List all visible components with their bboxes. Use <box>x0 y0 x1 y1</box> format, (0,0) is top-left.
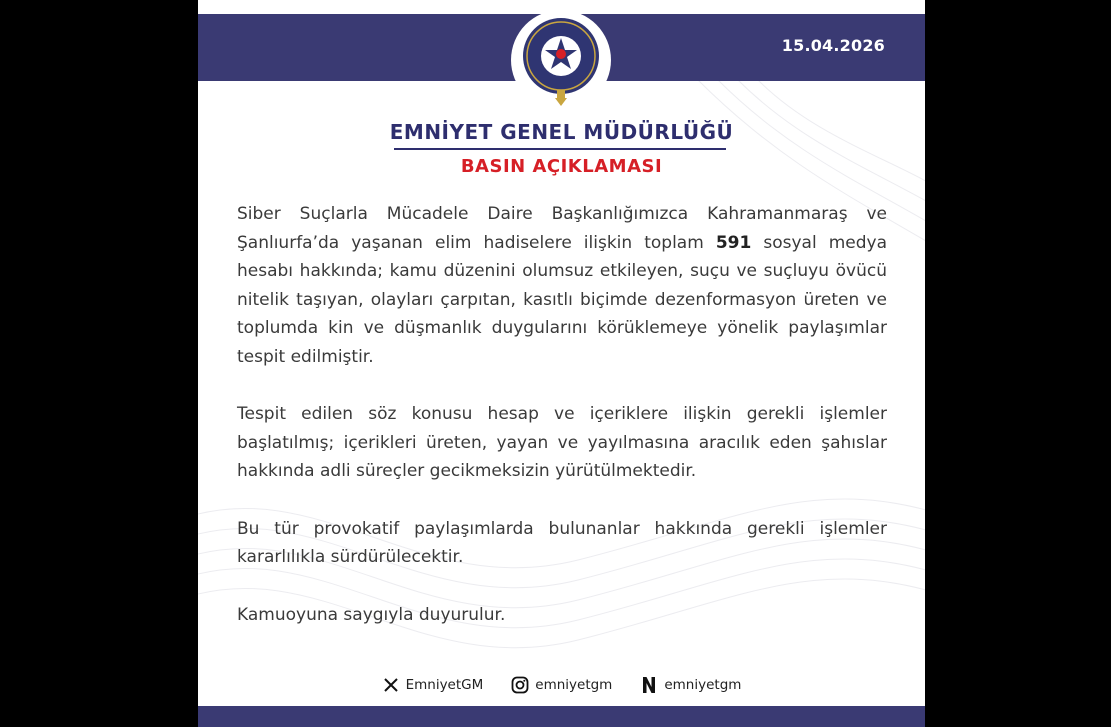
social-footer <box>198 676 925 694</box>
title-underline <box>394 148 726 150</box>
instagram-handle: emniyetgm <box>535 677 613 693</box>
press-release-body <box>237 200 887 658</box>
paragraph-3: Bu tür provokatif paylaşımlarda bulunanlar hakkında gerekli işlemler kararlılıkla sürdürülecektir. <box>237 518 887 567</box>
instagram-icon <box>511 676 529 694</box>
x-handle: EmniyetGM <box>405 677 484 693</box>
paragraph-1 <box>237 200 887 371</box>
release-date: 15.04.2026 <box>781 36 885 55</box>
paragraph-4: Kamuoyuna saygıyla duyurulur. <box>237 604 506 625</box>
x-account[interactable] <box>382 676 484 694</box>
police-emblem-logo <box>511 10 611 110</box>
footer-band <box>198 706 925 727</box>
n-logo-icon <box>640 676 658 694</box>
page-subtitle: BASIN AÇIKLAMASI <box>460 156 663 177</box>
page-title: EMNİYET GENEL MÜDÜRLÜĞÜ <box>389 120 734 144</box>
x-logo-icon <box>382 676 400 694</box>
paragraph-2: Tespit edilen söz konusu hesap ve içeriklere ilişkin gerekli işlemler başlatılmış; içerikleri üreten, yayan ve yayılmasına aracılık eden şahıslar hakkında adli süreçler gecikmeksizin yürütülmektedir. <box>237 404 887 481</box>
instagram-account[interactable] <box>511 676 612 694</box>
paragraph-1-start: Siber Suçlarla Mücadele Daire Başkanlığımızca Kahramanmaraş ve Şanlıurfa’da yaşanan elim hadiselere ilişkin toplam <box>237 204 887 253</box>
press-release-card <box>198 0 925 727</box>
account-count: 591 <box>715 232 752 253</box>
nsosyal-account[interactable] <box>640 676 741 694</box>
nsosyal-handle: emniyetgm <box>664 677 742 693</box>
paragraph-1-end: sosyal medya hesabı hakkında; kamu düzenini olumsuz etkileyen, suçu ve suçluyu övücü nitelik taşıyan, olayları çarpıtan, kasıtlı biçimde dezenformasyon üreten ve toplumda kin ve düşmanlık duygularını körüklemeye yönelik paylaşımlar tespit edilmiştir. <box>237 232 887 367</box>
